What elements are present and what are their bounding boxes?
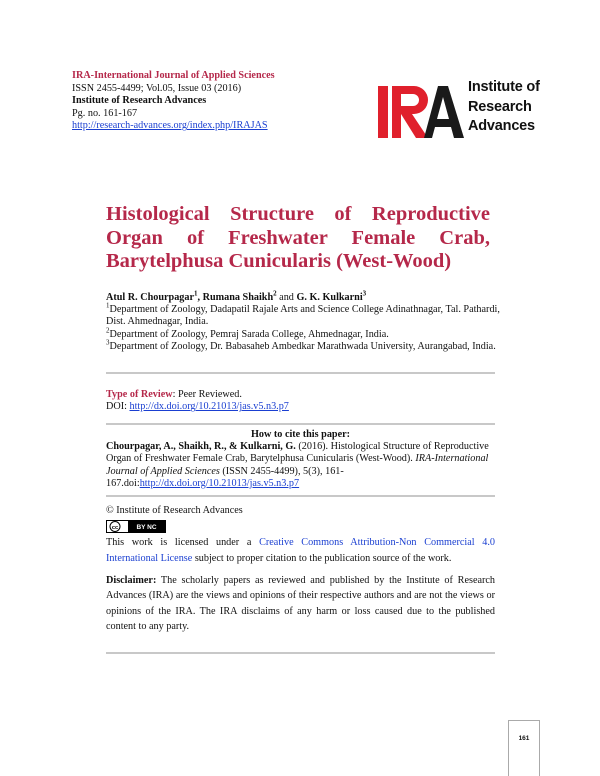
citation-text (106, 441, 495, 490)
disclaimer-body: The scholarly papers as reviewed and published by the Institute of Research Advances (IRA) are the views and opinions of their respective authors and are not the views or opinions of the IRA. The IRA disclaims of any harm or loss caused due to the published content to any party. (106, 575, 495, 632)
divider-bottom (106, 652, 495, 654)
affiliation-2-sup: 2 (106, 326, 110, 335)
copyright-line: © Institute of Research Advances (106, 505, 243, 516)
citation-block (106, 429, 495, 490)
cc-badge-right: BY NC (136, 524, 157, 531)
citation-heading: How to cite this paper: (250, 429, 351, 440)
issn-line: ISSN 2455-4499; Vol.05, Issue 03 (2016) (72, 82, 242, 94)
affiliation-1-sup: 1 (106, 301, 110, 310)
logo-line-1: Institute of (468, 79, 540, 95)
ira-logo-mark (376, 74, 468, 140)
paper-title: Histological Structure of Reproductive Organ of Freshwater Female Crab, Barytelphusa Cunicularis (West-Wood) (106, 203, 490, 272)
citation-body: (2016). Histological Structure of Reproductive Organ of Freshwater Female Crab, Barytelphusa Cunicularis (West-Wood). (106, 441, 489, 465)
disclaimer-label: Disclaimer: (106, 575, 157, 586)
divider-cite-bottom (106, 495, 495, 497)
doi-label: DOI: (106, 401, 130, 413)
citation-doi-prefix: doi: (123, 477, 140, 489)
divider-cite-top (106, 423, 495, 425)
author-3-sup: 3 (362, 289, 367, 298)
author-2-sup: 2 (273, 289, 277, 298)
journal-name: IRA-International Journal of Applied Sciences (72, 70, 275, 81)
publisher-name: Institute of Research Advances (72, 95, 207, 107)
ira-logo (376, 74, 546, 140)
affiliation-3-sup: 3 (106, 338, 110, 347)
logo-line-3: Advances (468, 118, 535, 134)
review-type-label: Type of Review (106, 389, 173, 400)
affiliation-1-text: Department of Zoology, Dadapatil Rajale Arts and Science College Adinathnagar, Tal. Pathardi, Dist. Ahmednagar, India. (106, 304, 500, 328)
doi-line (106, 401, 289, 413)
license-text (106, 535, 495, 566)
page-number-box (508, 720, 540, 776)
author-1: Atul R. Chourpagar (106, 292, 195, 303)
page-range: Pg. no. 161-167 (72, 107, 138, 119)
review-type-value: : Peer Reviewed. (172, 389, 242, 400)
review-block (106, 389, 289, 414)
affiliation-3 (106, 338, 506, 353)
journal-header (72, 70, 275, 133)
affiliation-3-text: Department of Zoology, Dr. Babasaheb Ambedkar Marathwada University, Aurangabad, India. (109, 340, 496, 352)
review-type (106, 389, 289, 401)
doi-link[interactable]: http://dx.doi.org/10.21013/jas.v5.n3.p7 (129, 401, 289, 413)
citation-authors: Chourpagar, A., Shaikh, R., & Kulkarni, G. (106, 441, 296, 453)
author-2: Rumana Shaikh (202, 292, 274, 303)
logo-wordmark (468, 78, 540, 137)
divider-top (106, 372, 495, 374)
license-post: subject to proper citation to the publication source of the work. (192, 552, 452, 564)
page-number: 161 (518, 735, 530, 742)
author-and: and (276, 292, 297, 303)
citation-tail: (ISSN 2455-4499), 5(3), 161-167. (106, 465, 344, 489)
cc-badge-left: cc (111, 524, 119, 531)
affiliation-1 (106, 301, 506, 328)
cc-badge-icon (106, 520, 166, 533)
affiliation-2-text: Department of Zoology, Pemraj Sarada College, Ahmednagar, India. (109, 328, 389, 340)
disclaimer-text (106, 573, 495, 634)
citation-journal: IRA-International Journal of Applied Sciences (106, 453, 489, 477)
author-1-sup: 1 (194, 289, 198, 298)
authors-block (106, 289, 506, 353)
license-pre: This work is licensed under a (106, 537, 260, 548)
affiliation-2 (106, 326, 506, 341)
cc-by-nc-badge[interactable] (106, 520, 166, 533)
journal-url-link[interactable]: http://research-advances.org/index.php/IRAJAS (72, 120, 268, 132)
author-separator: , (197, 292, 203, 303)
author-names (106, 289, 506, 304)
logo-line-2: Research (468, 98, 532, 115)
license-link[interactable]: Creative Commons Attribution-Non Commercial 4.0 International License (106, 537, 495, 564)
citation-doi-link[interactable]: http://dx.doi.org/10.21013/jas.v5.n3.p7 (139, 477, 300, 489)
author-3: G. K. Kulkarni (296, 292, 363, 303)
